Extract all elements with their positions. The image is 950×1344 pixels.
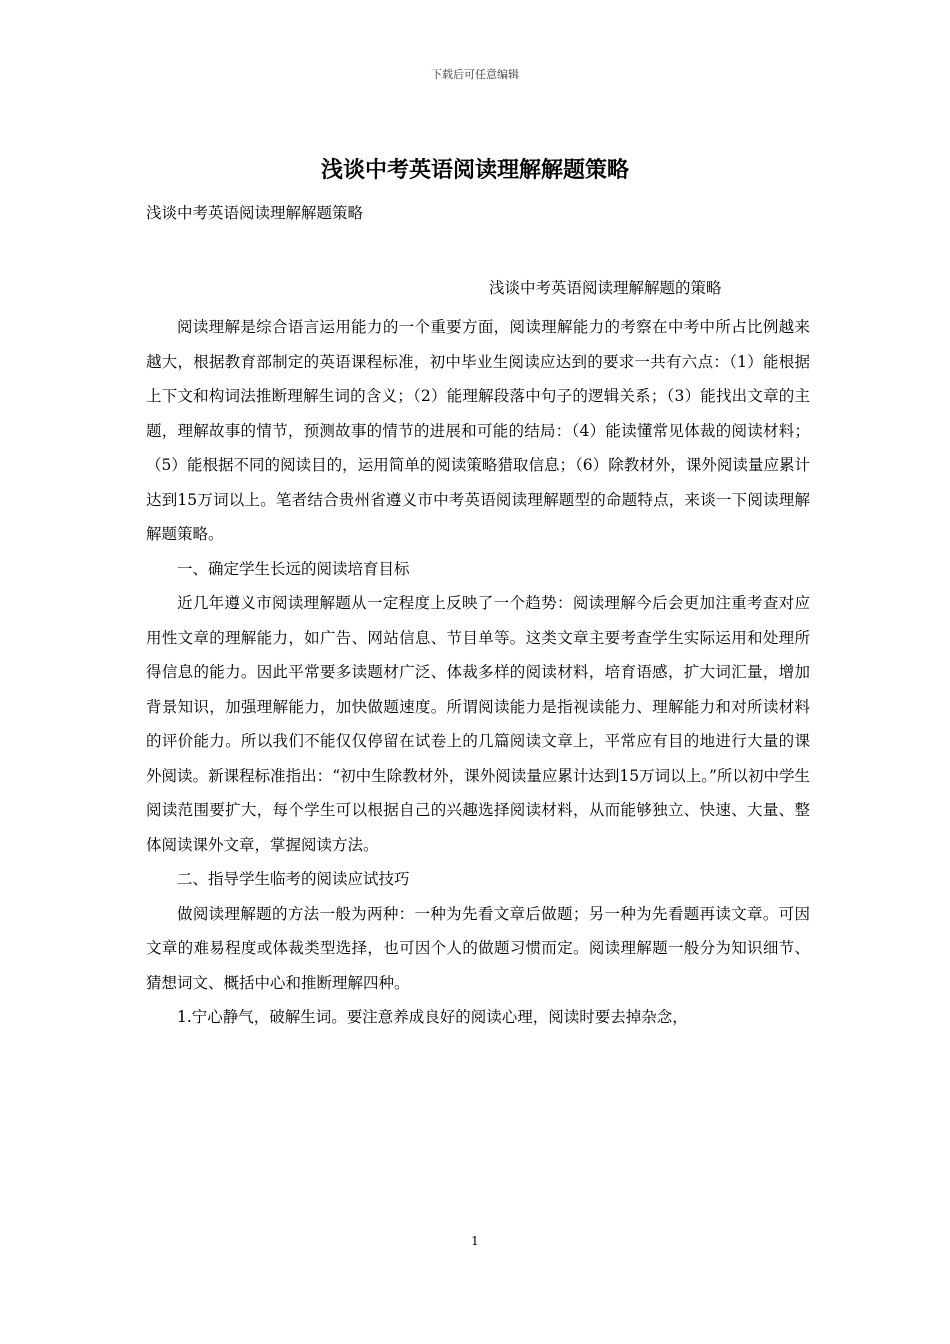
paragraph-section-2: 做阅读理解题的方法一般为两种：一种为先看文章后做题；另一种为先看题再读文章。可因文章的难易程度或体裁类型选择，也可因个人的做题习惯而定。阅读理解题一般分为知识细节、猜想词文、概括中心和推断理解四种。: [146, 904, 810, 992]
paragraph-tip-1: 1.宁心静气，破解生词。要注意养成良好的阅读心理，阅读时要去掉杂念，: [177, 1008, 688, 1026]
document-title: 浅谈中考英语阅读理解解题策略: [320, 157, 629, 183]
paragraph-section-1: 近几年遵义市阅读理解题从一定程度上反映了一个趋势：阅读理解今后会更加注重考查对应用性文章的理解能力，如广告、网站信息、节目单等。这类文章主要考查学生实际运用和处理所得信息的能力。因此平常要多读题材广泛、体裁多样的阅读材料，培育语感，扩大词汇量，增加背景知识，加强理解能力，加快做题速度。所谓阅读能力是指视读能力、理解能力和对所读材料的评价能力。所以我们不能仅仅停留在试卷上的几篇阅读文章上，平常应有目的地进行大量的课外阅读。新课程标准指出：“初中生除教材外，课外阅读量应累计达到15万词以上。”所以初中学生阅读范围要扩大，每个学生可以根据自己的兴趣选择阅读材料，从而能够独立、快速、大量、整体阅读课外文章，掌握阅读方法。: [146, 594, 810, 854]
paragraph-intro: 阅读理解是综合语言运用能力的一个重要方面，阅读理解能力的考察在中考中所占比例越来越大，根据教育部制定的英语课程标准，初中毕业生阅读应达到的要求一共有六点：（1）能根据上下文和构词法推断理解生词的含义；（2）能理解段落中句子的逻辑关系；（3）能找出文章的主题，理解故事的情节，预测故事的情节的进展和可能的结局：（4）能读懂常见体裁的阅读材料；（5）能根据不同的阅读目的，运用简单的阅读策略猎取信息；（6）除教材外，课外阅读量应累计达到15万词以上。笔者结合贵州省遵义市中考英语阅读理解题型的命题特点，来谈一下阅读理解解题策略。: [146, 318, 810, 543]
section-heading-1: 一、确定学生长远的阅读培育目标: [177, 559, 410, 578]
section-heading-2: 二、指导学生临考的阅读应试技巧: [177, 870, 410, 888]
document-body: [146, 310, 810, 1035]
document-subtitle: 浅谈中考英语阅读理解解题策略: [146, 204, 364, 222]
page-header: 下载后可任意编辑: [431, 68, 519, 81]
page-number: 1: [471, 1234, 479, 1248]
article-heading: 浅谈中考英语阅读理解解题的策略: [489, 279, 722, 297]
